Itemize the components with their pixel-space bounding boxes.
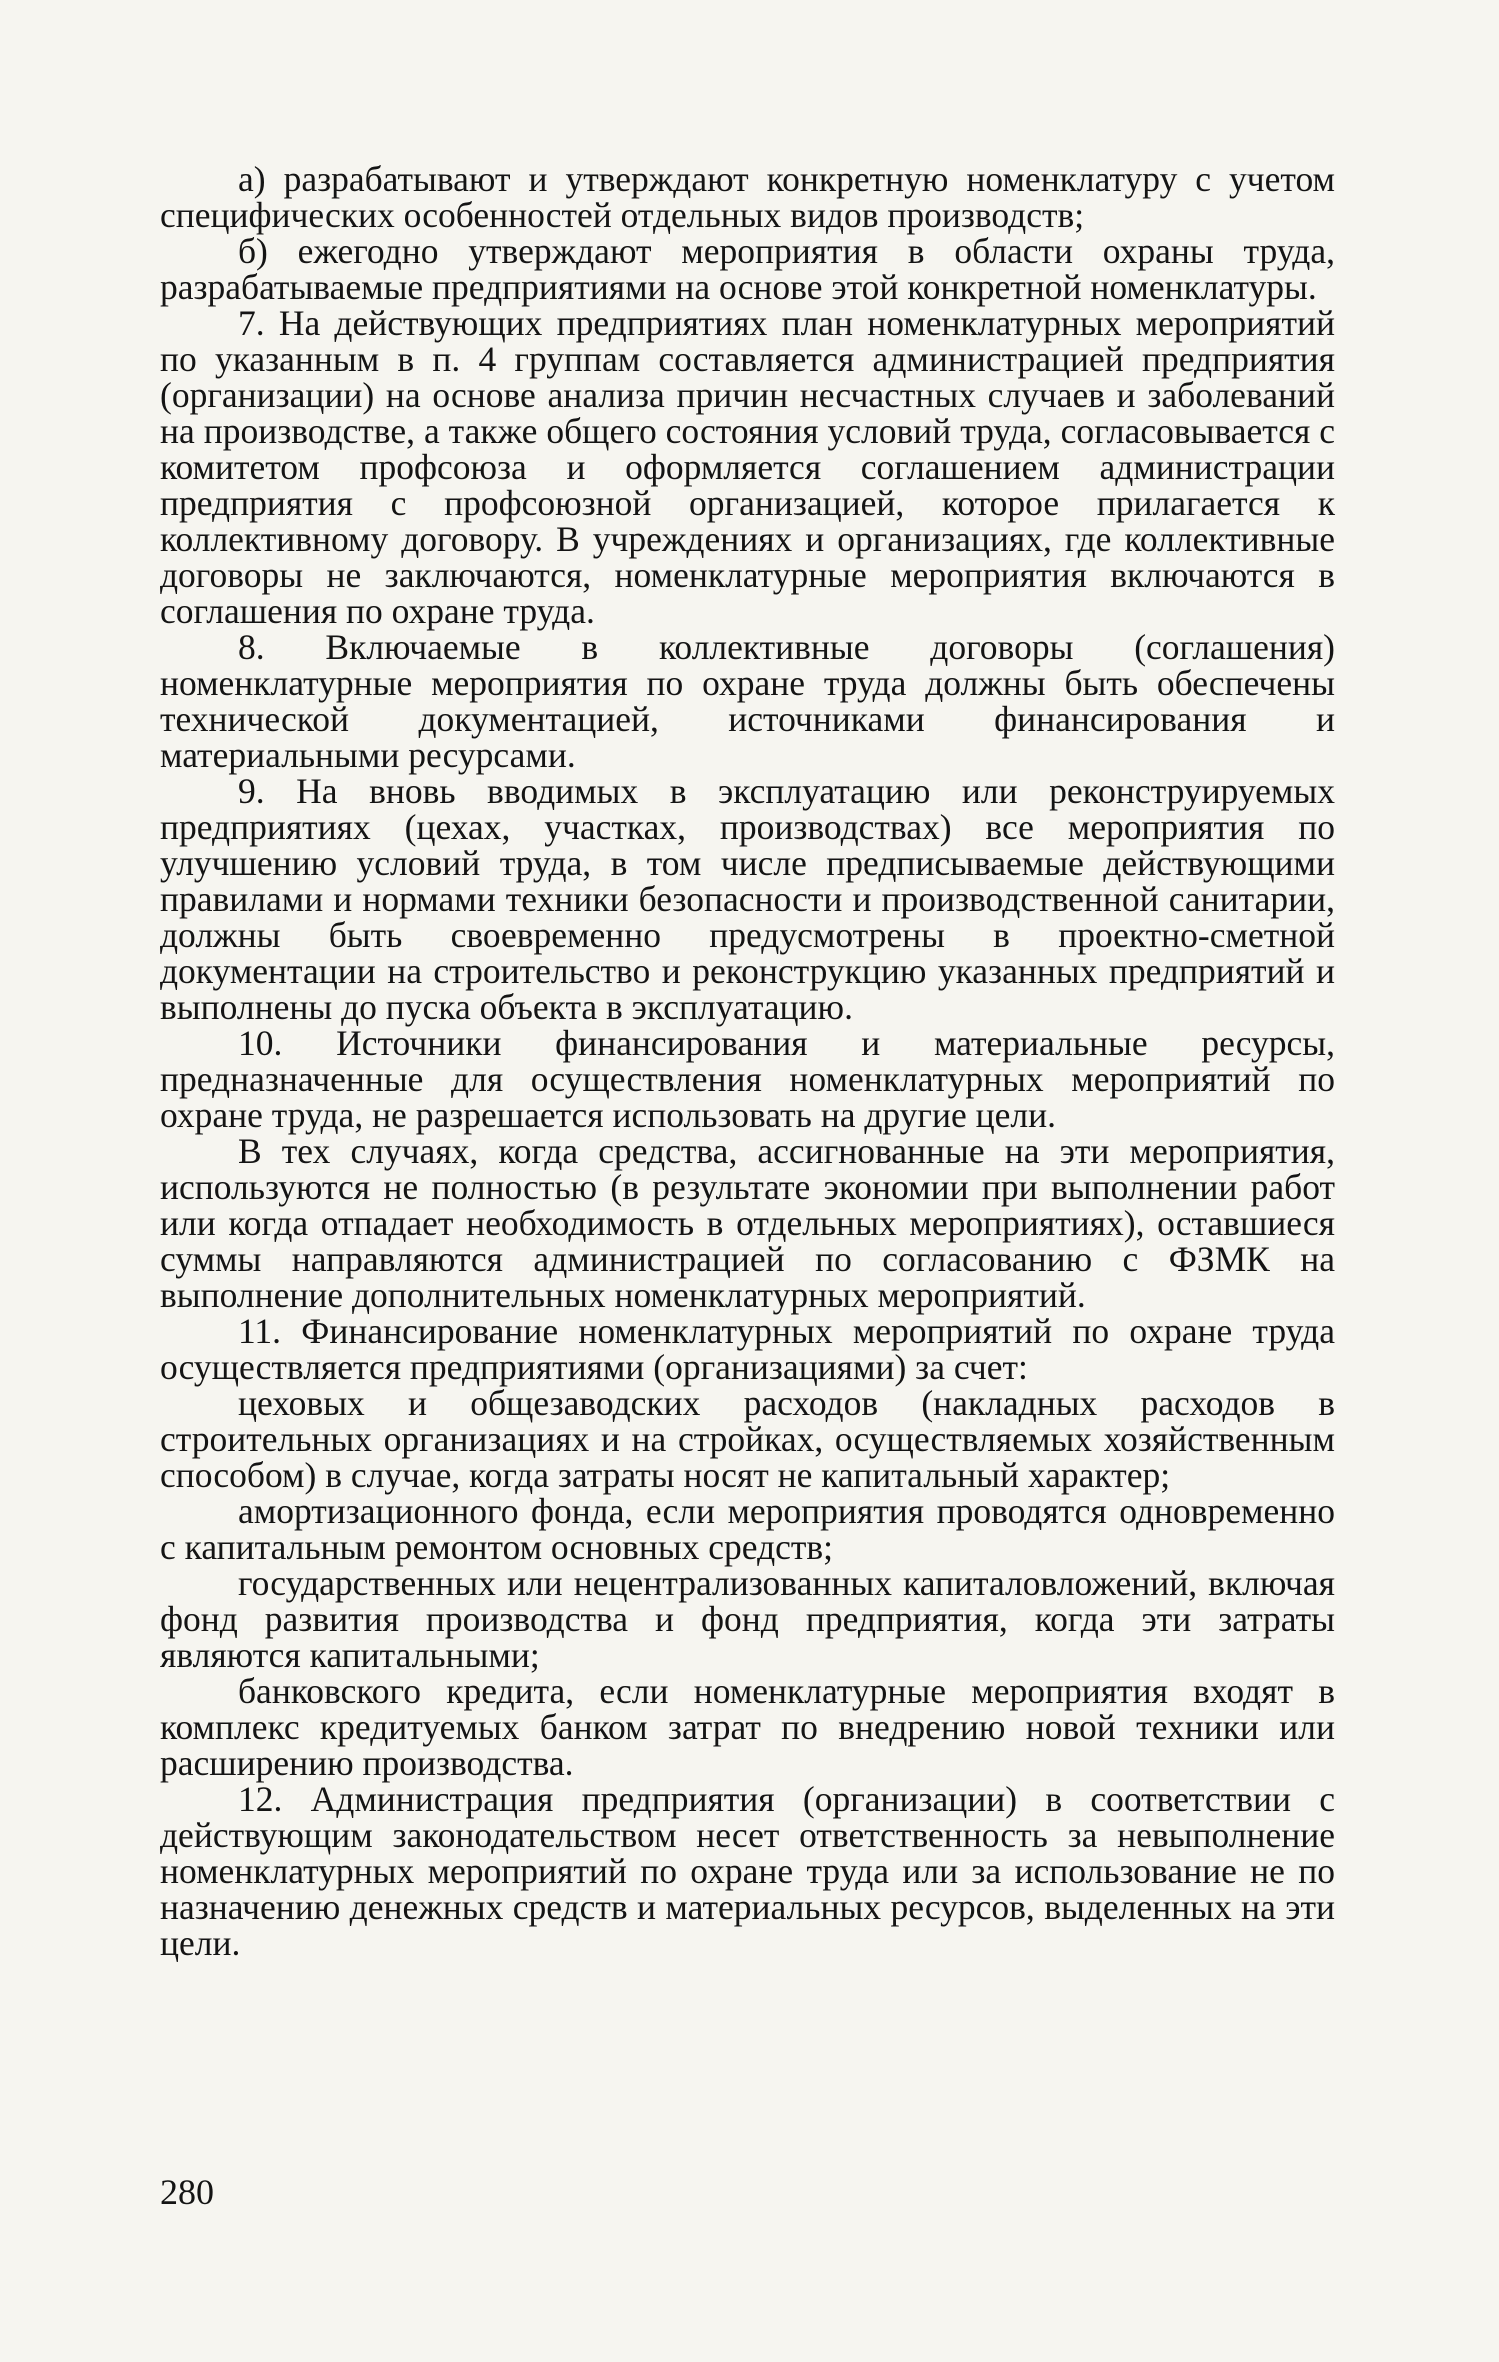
- list-item-depreciation-fund: амортизационного фонда, если мероприятия проводятся одновременно с капитальным ремонтом основных средств;: [160, 1491, 1335, 1567]
- paragraph-b: б) ежегодно утверждают мероприятия в области охраны труда, разрабатываемые предприятиями на основе этой конкретной номенклатуры.: [160, 231, 1335, 307]
- paragraph-a: а) разрабатывают и утверждают конкретную номенклатуру с учетом специфических особенностей отдельных видов производств;: [160, 159, 1335, 235]
- paragraph-7: 7. На действующих предприятиях план номенклатурных мероприятий по указанным в п. 4 группам составляется администрацией предприятия (организации) на основе анализа причин несчастных случаев и заболеваний на производстве, а также общего состояния условий труда, согласовывается с комитетом профсоюза и оформляется соглашением администрации предприятия с профсоюзной организацией, которое прилагается к коллективному договору. В учреждениях и организациях, где коллективные договоры не заключаются, номенклатурные мероприятия включаются в соглашения по охране труда.: [160, 303, 1335, 631]
- paragraph-10-continued: В тех случаях, когда средства, ассигнованные на эти мероприятия, используются не полностью (в результате экономии при выполнении работ или когда отпадает необходимость в отдельных мероприятиях), оставшиеся суммы направляются администрацией по согласованию с ФЗМК на выполнение дополнительных номенклатурных мероприятий.: [160, 1131, 1335, 1315]
- list-item-bank-credit: банковского кредита, если номенклатурные мероприятия входят в комплекс кредитуемых банком затрат по внедрению новой техники или расширению производства.: [160, 1671, 1335, 1783]
- list-item-capital-investments: государственных или нецентрализованных капиталовложений, включая фонд развития производства и фонд предприятия, когда эти затраты являются капитальными;: [160, 1563, 1335, 1675]
- body-text: [160, 161, 1335, 1961]
- page-number: 280: [160, 2172, 214, 2212]
- paragraph-9: 9. На вновь вводимых в эксплуатацию или реконструируемых предприятиях (цехах, участках, производствах) все мероприятия по улучшению условий труда, в том числе предписываемые действующими правилами и нормами техники безопасности и производственной санитарии, должны быть своевременно предусмотрены в проектно-сметной документации на строительство и реконструкцию указанных предприятий и выполнены до пуска объекта в эксплуатацию.: [160, 771, 1335, 1027]
- paragraph-12: 12. Администрация предприятия (организации) в соответствии с действующим законодательством несет ответственность за невыполнение номенклатурных мероприятий по охране труда или за использование не по назначению денежных средств и материальных ресурсов, выделенных на эти цели.: [160, 1779, 1335, 1963]
- paragraph-10: 10. Источники финансирования и материальные ресурсы, предназначенные для осуществления номенклатурных мероприятий по охране труда, не разрешается использовать на другие цели.: [160, 1023, 1335, 1135]
- paragraph-11: 11. Финансирование номенклатурных мероприятий по охране труда осуществляется предприятиями (организациями) за счет:: [160, 1311, 1335, 1387]
- paragraph-8: 8. Включаемые в коллективные договоры (соглашения) номенклатурные мероприятия по охране труда должны быть обеспечены технической документацией, источниками финансирования и материальными ресурсами.: [160, 627, 1335, 775]
- list-item-overhead-expenses: цеховых и общезаводских расходов (накладных расходов в строительных организациях и на стройках, осуществляемых хозяйственным способом) в случае, когда затраты носят не капитальный характер;: [160, 1383, 1335, 1495]
